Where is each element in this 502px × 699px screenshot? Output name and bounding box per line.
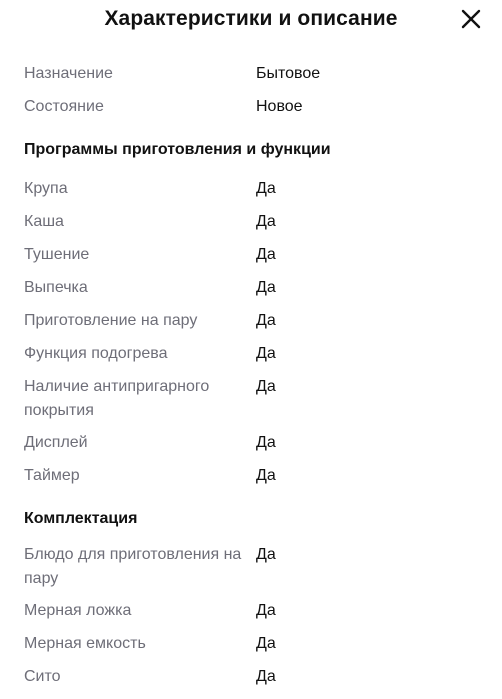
spec-label: Выпечка <box>24 279 88 296</box>
spec-row-condition <box>24 95 484 119</box>
spec-label: Крупа <box>24 180 68 197</box>
spec-label: Сито <box>24 668 61 685</box>
spec-value: Да <box>256 467 276 484</box>
spec-row <box>24 177 484 201</box>
spec-label: Состояние <box>24 98 104 115</box>
spec-row <box>24 599 484 623</box>
general-section <box>24 62 484 119</box>
spec-row <box>24 665 484 689</box>
modal-title: Характеристики и описание <box>104 7 398 30</box>
spec-value: Новое <box>256 98 303 115</box>
spec-value: Да <box>256 180 276 197</box>
programs-section <box>24 138 484 488</box>
spec-row <box>24 342 484 366</box>
close-icon <box>460 8 482 30</box>
spec-label: Мерная емкость <box>24 635 146 652</box>
spec-value: Да <box>256 434 276 451</box>
modal-content <box>24 62 484 689</box>
spec-value: Да <box>256 378 276 395</box>
spec-value: Да <box>256 312 276 329</box>
spec-row <box>24 632 484 656</box>
spec-value: Бытовое <box>256 65 321 82</box>
spec-label: Наличие антипригарного покрытия <box>24 378 210 419</box>
spec-label: Дисплей <box>24 434 88 451</box>
spec-label: Мерная ложка <box>24 602 132 619</box>
spec-row <box>24 309 484 333</box>
spec-row <box>24 210 484 234</box>
spec-label: Функция подогрева <box>24 345 168 362</box>
spec-label: Назначение <box>24 65 113 82</box>
spec-label: Блюдо для приготовления на пару <box>24 546 242 587</box>
section-title: Программы приготовления и функции <box>24 141 331 158</box>
spec-row <box>24 543 484 591</box>
spec-row <box>24 431 484 455</box>
spec-label: Тушение <box>24 246 90 263</box>
spec-row <box>24 375 484 423</box>
spec-row <box>24 243 484 267</box>
spec-label: Таймер <box>24 467 80 484</box>
kit-section <box>24 507 484 689</box>
modal-header <box>0 0 502 40</box>
close-button[interactable] <box>460 8 482 30</box>
spec-label: Каша <box>24 213 64 230</box>
spec-row <box>24 276 484 300</box>
spec-value: Да <box>256 602 276 619</box>
spec-value: Да <box>256 279 276 296</box>
section-title: Комплектация <box>24 510 138 527</box>
spec-value: Да <box>256 546 276 563</box>
spec-value: Да <box>256 668 276 685</box>
spec-value: Да <box>256 246 276 263</box>
spec-label: Приготовление на пару <box>24 312 198 329</box>
spec-value: Да <box>256 213 276 230</box>
spec-row <box>24 464 484 488</box>
spec-value: Да <box>256 635 276 652</box>
spec-value: Да <box>256 345 276 362</box>
spec-row-purpose <box>24 62 484 86</box>
